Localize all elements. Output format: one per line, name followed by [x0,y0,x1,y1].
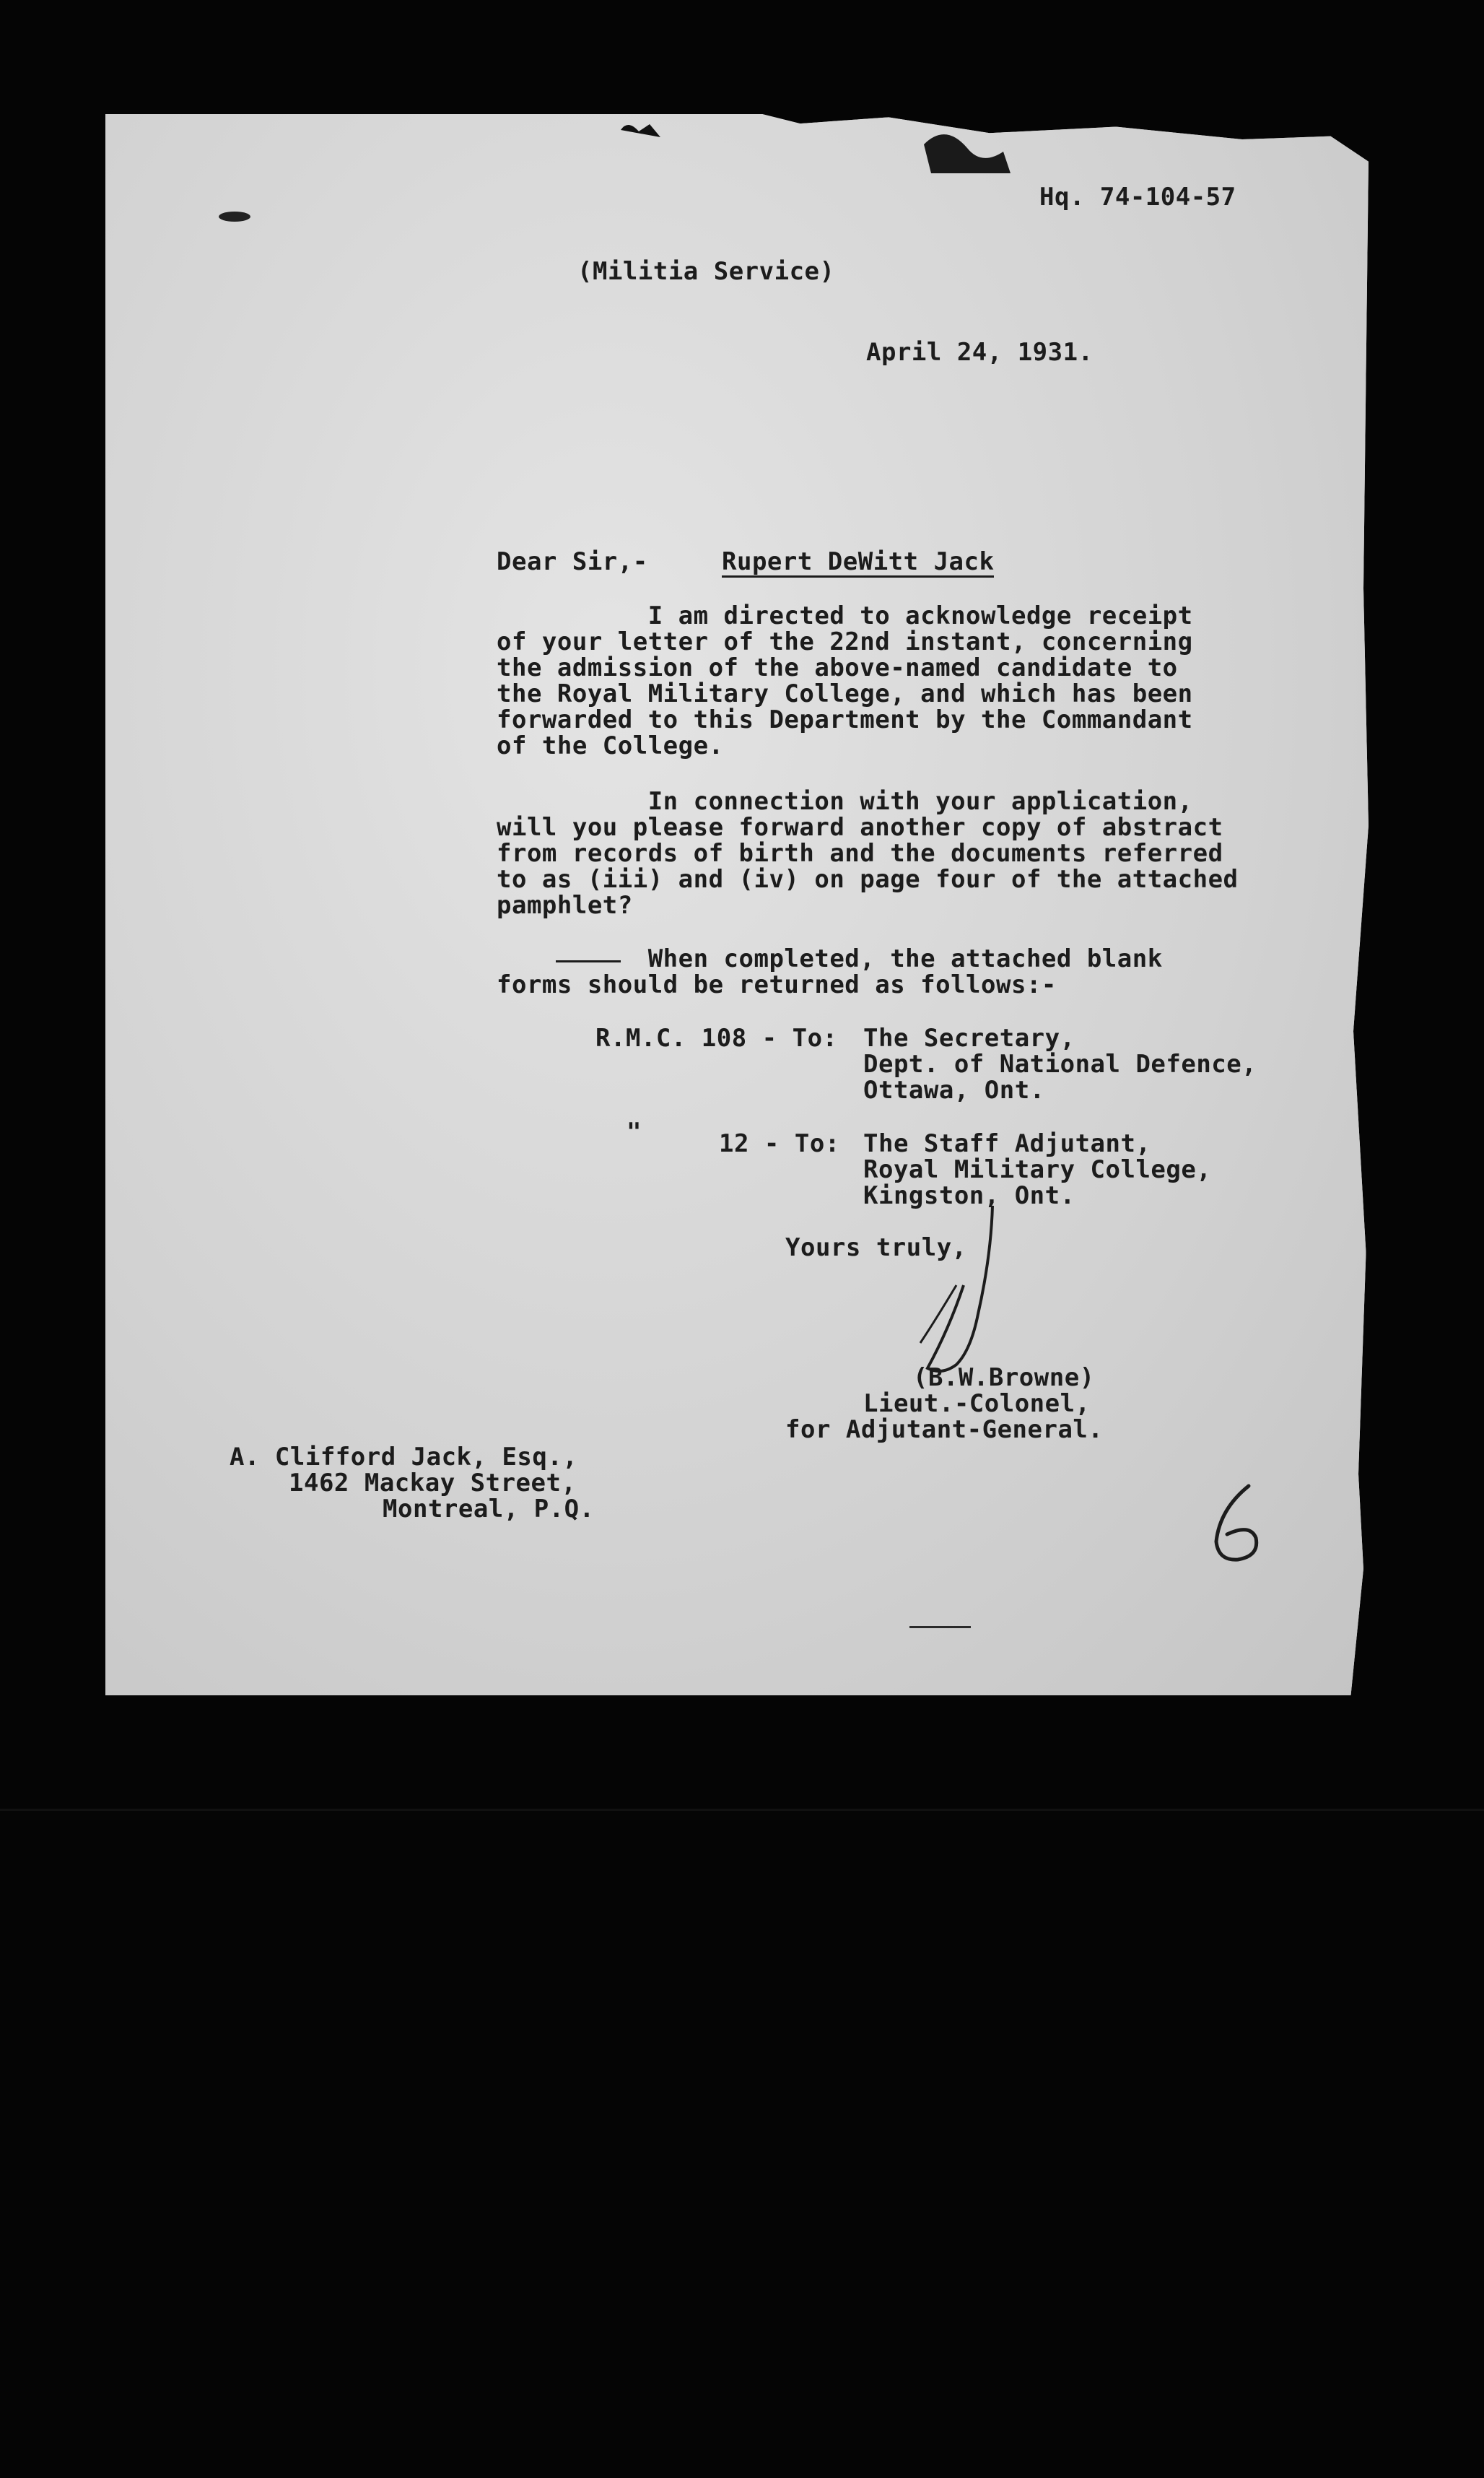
closing: Yours truly, [785,1233,967,1262]
signature-mark [906,1199,1014,1386]
form-1-address: The Secretary, Dept. of National Defence, Ottawa, Ont. [863,1024,1257,1105]
body-paragraph-2: In connection with your application, will you please forward another copy of abstract from records of birth and the documents referred to as (iii) and (iv) on page four of the attached pamphlet? [497,787,1239,920]
torn-edge-mark [621,116,1011,173]
form-1-label: R.M.C. 108 - To: [595,1024,838,1053]
addressee-name: A. Clifford Jack, Esq., [230,1443,578,1471]
body-paragraph-3: When completed, the attached blank forms should be returned as follows:- [497,944,1163,999]
scan-crease-line [0,1809,1484,1811]
signer-name: (B.W.Browne) [913,1363,1095,1392]
ditto-mark: " [627,1118,642,1147]
ink-blot [217,209,253,224]
addressee-street: 1462 Mackay Street, [289,1469,577,1497]
handwritten-six [1205,1480,1270,1567]
service-heading: (Militia Service) [577,257,835,286]
subject-line: Rupert DeWitt Jack [722,547,995,576]
body-paragraph-1: I am directed to acknowledge receipt of your letter of the 22nd instant, concerning the admission of the above-named candidate to the Royal Military College, and which has been forwarded to this Department by the Commandant of the College. [497,601,1193,760]
signer-for: for Adjutant-General. [785,1415,1104,1444]
addressee-city: Montreal, P.Q. [383,1495,595,1523]
form-2-address: The Staff Adjutant, Royal Military College, Kingston, Ont. [863,1129,1212,1210]
letter-date: April 24, 1931. [866,338,1094,367]
reference-number: Hq. 74-104-57 [1039,183,1236,212]
bottom-rule [909,1626,971,1628]
salutation: Dear Sir,- [497,547,648,576]
form-2-label: 12 - To: [719,1129,840,1158]
signer-rank: Lieut.-Colonel, [863,1389,1091,1418]
